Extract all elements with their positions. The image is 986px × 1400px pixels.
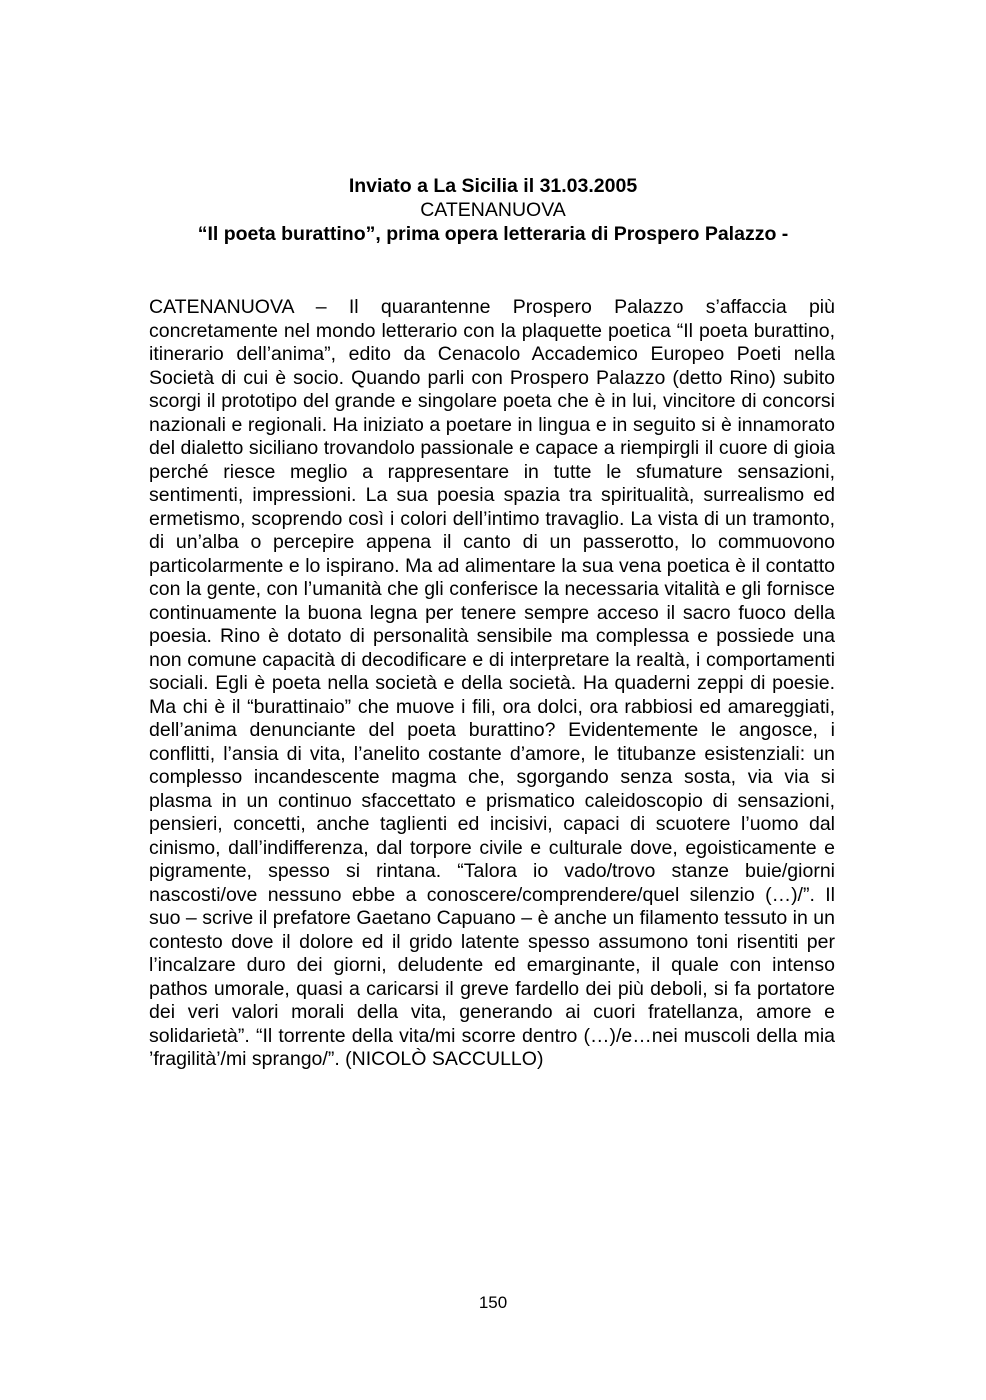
page-number: 150 — [478, 1293, 508, 1312]
article-header — [100, 174, 886, 246]
article-paragraph: CATENANUOVA – Il quarantenne Prospero Palazzo s’affaccia più concretamente nel mondo letterario con la plaquette poetica “Il poeta burattino, itinerario dell’anima”, edito da Cenacolo Accademico Europeo Poeti nella Società di cui è socio. Quando parli con Prospero Palazzo (detto Rino) subito scorgi il prototipo del grande e singolare poeta che è in lui, vincitore di concorsi nazionali e regionali. Ha iniziato a poetare in lingua e in seguito si è innamorato del dialetto siciliano trovandolo passionale e capace a riempirgli il cuore di gioia perché riesce meglio a rappresentare in tutte le sfumature sensazioni, sentimenti, impressioni. La sua poesia spazia tra spiritualità, surrealismo ed ermetismo, scoprendo così i colori dell’intimo travaglio. La vista di un tramonto, di un’alba o percepire appena il canto di un passerotto, lo commuovono particolarmente e lo ispirano. Ma ad alimentare la sua vena poetica è il contatto con la gente, con l’umanità che gli conferisce la necessaria vitalità e gli fornisce continuamente la buona legna per tenere sempre acceso il sacro fuoco della poesia. Rino è dotato di personalità sensibile ma complessa e possiede una non comune capacità di decodificare e di interpretare la realtà, i comportamenti sociali. Egli è poeta nella società e della società. Ha quaderni zeppi di poesie. Ma chi è il “burattinaio” che muove i fili, ora dolci, ora rabbiosi ed amareggiati, dell’anima denunciante del poeta burattino? Evidentemente le angosce, i conflitti, l’ansia di vita, l’anelito costante d’amore, le titubanze esistenziali: un complesso incandescente magma che, sgorgando senza sosta, via via si plasma in un continuo sfaccettato e prismatico caleidoscopio di sensazioni, pensieri, concetti, anche taglienti ed incisivi, capaci di scuotere l’uomo dal cinismo, dall’indifferenza, dal torpore civile e culturale dove, egoisticamente e pigramente, spesso si rintana. “Talora io vado/trovo stanze buie/giorni nascosti/ove nessuno ebbe a conoscere/comprendere/quel silenzio (…)/”. Il suo – scrive il prefatore Gaetano Capuano – è anche un filamento tessuto in un contesto dove il dolore ed il grido latente spesso assumono toni risentiti per l’incalzare duro dei giorni, deludente ed emarginante, il quale con intenso pathos umorale, quasi a caricarsi il greve fardello dei più deboli, si fa portatore dei veri valori morali della vita, generando ai cuori fratellanza, amore e solidarietà”. “Il torrente della vita/mi scorre dentro (…)/e…nei muscoli della mia ’fragilità’/mi sprango/”. (NICOLÒ SACCULLO) — [149, 296, 835, 1070]
article-body — [149, 296, 835, 1072]
location-line: CATENANUOVA — [420, 199, 566, 221]
sent-line: Inviato a La Sicilia il 31.03.2005 — [348, 175, 638, 197]
headline: “Il poeta burattino”, prima opera letteraria di Prospero Palazzo - — [197, 223, 789, 245]
